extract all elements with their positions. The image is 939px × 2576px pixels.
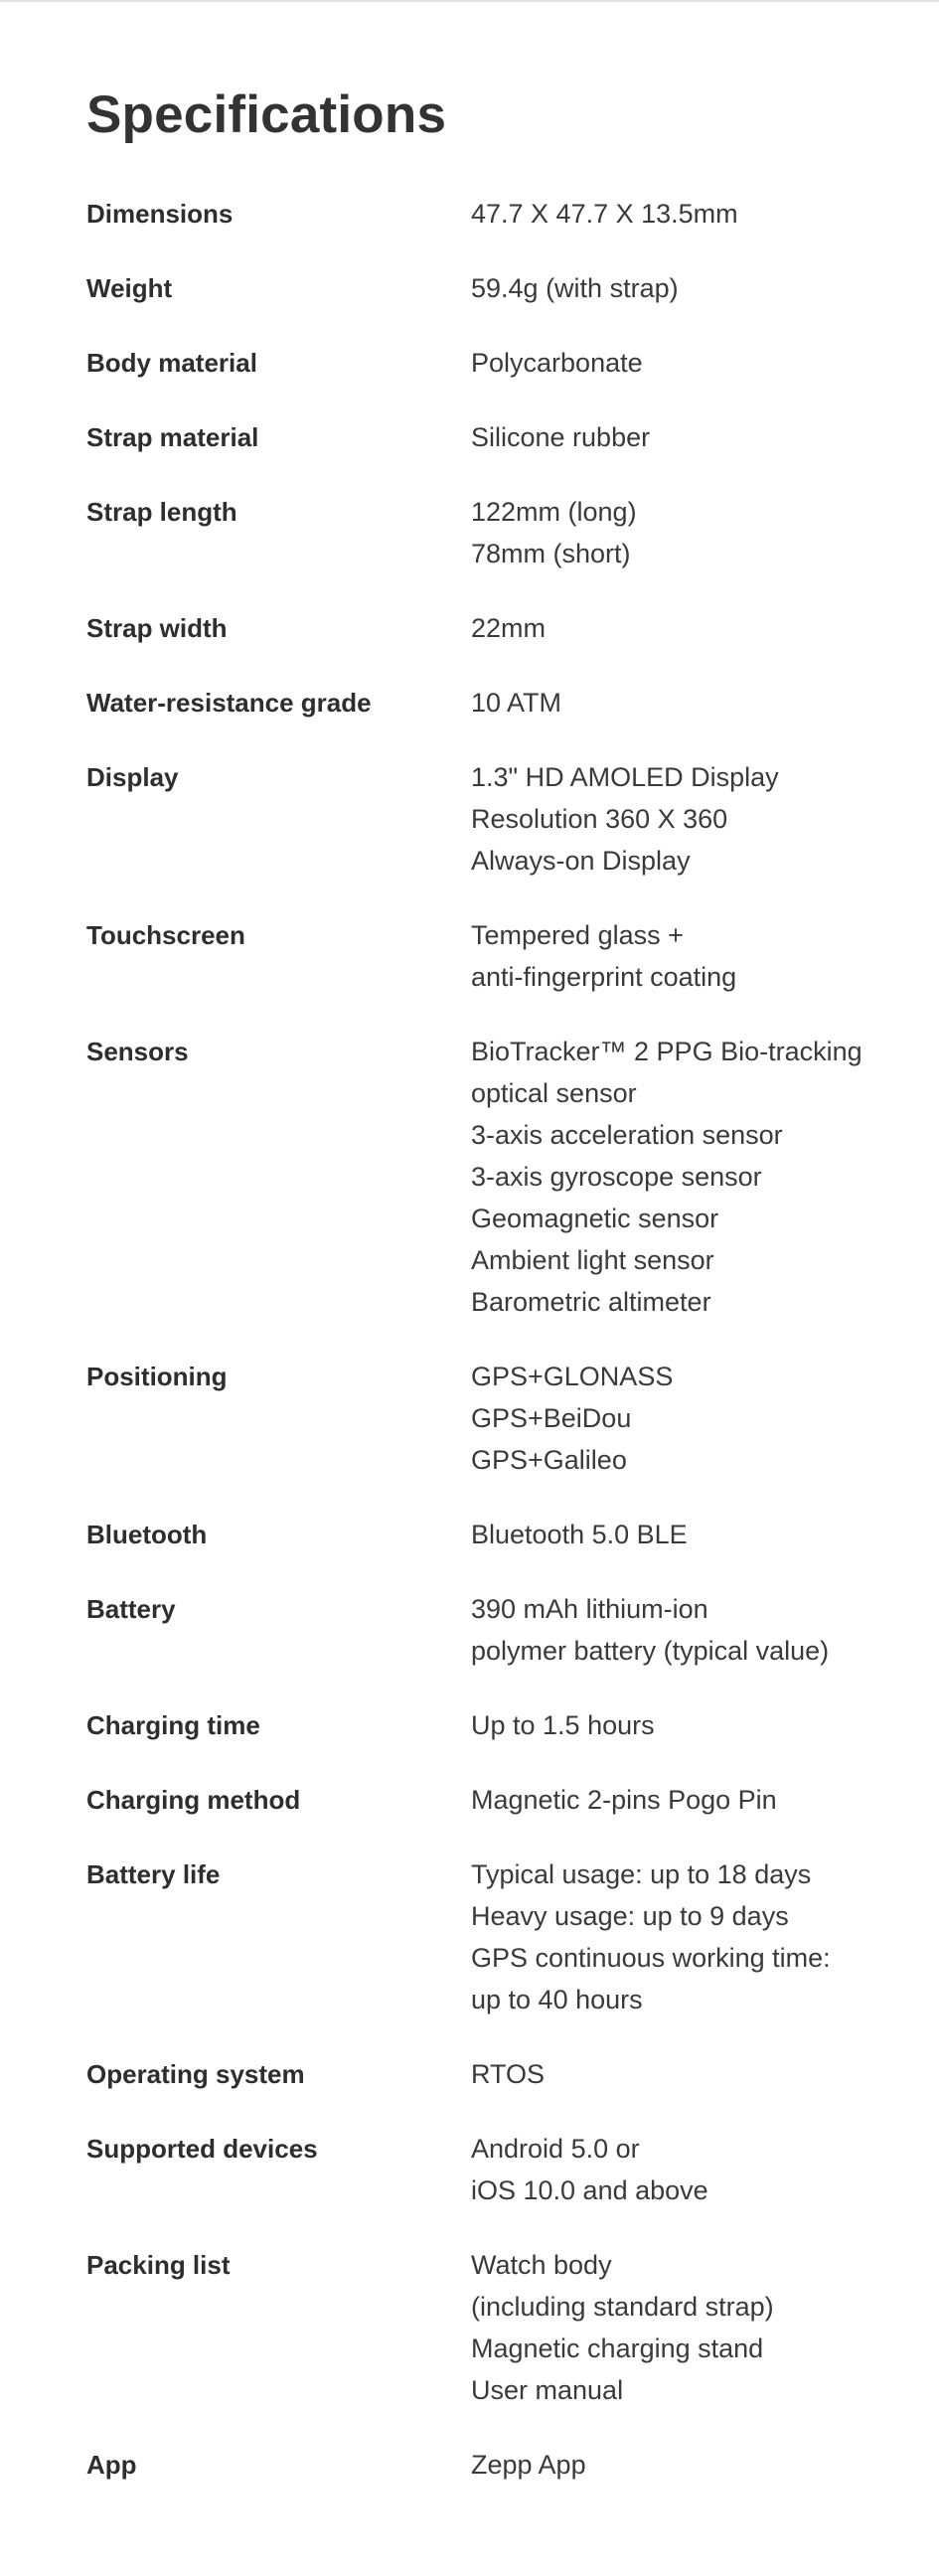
spec-value-line: Resolution 360 X 360: [471, 804, 728, 834]
spec-row: [86, 1704, 901, 1746]
top-divider: [0, 0, 939, 2]
spec-values: [471, 2444, 901, 2486]
spec-values: [471, 756, 901, 882]
spec-row: [86, 914, 901, 998]
spec-values: [471, 914, 901, 998]
spec-value-line: 78mm (short): [471, 539, 631, 568]
spec-value-line: Zepp App: [471, 2450, 586, 2480]
spec-label: Strap material: [86, 422, 259, 452]
spec-value-line: Typical usage: up to 18 days: [471, 1859, 812, 1889]
spec-value-line: Barometric altimeter: [471, 1287, 711, 1317]
spec-row: [86, 2444, 901, 2486]
spec-value-line: optical sensor: [471, 1078, 637, 1108]
spec-row: [86, 1514, 901, 1555]
spec-row: [86, 1031, 901, 1323]
spec-value-line: Polycarbonate: [471, 348, 643, 378]
spec-value-line: User manual: [471, 2375, 624, 2405]
spec-label: Charging method: [86, 1785, 301, 1815]
specifications-section: [86, 78, 901, 2518]
page-title: Specifications: [86, 85, 447, 144]
spec-value-line: 59.4g (with strap): [471, 273, 679, 303]
spec-values: [471, 1853, 901, 2020]
spec-row: [86, 491, 901, 574]
spec-label: Water-resistance grade: [86, 688, 372, 718]
spec-value-line: BioTracker™ 2 PPG Bio-tracking: [471, 1037, 862, 1066]
spec-value-line: 22mm: [471, 613, 547, 643]
spec-value-line: Watch body: [471, 2250, 612, 2280]
spec-value-line: Ambient light sensor: [471, 1245, 714, 1275]
spec-label: App: [86, 2450, 137, 2480]
spec-label: Battery life: [86, 1859, 221, 1889]
spec-value-line: GPS+Galileo: [471, 1445, 627, 1475]
spec-label: Positioning: [86, 1362, 228, 1391]
spec-label: Sensors: [86, 1037, 189, 1066]
spec-value-line: Android 5.0 or: [471, 2134, 640, 2164]
spec-value-line: 3-axis gyroscope sensor: [471, 1162, 762, 1192]
spec-values: [471, 1356, 901, 1481]
spec-values: [471, 342, 901, 384]
spec-label: Packing list: [86, 2250, 231, 2280]
spec-values: [471, 1588, 901, 1672]
spec-values: [471, 193, 901, 235]
spec-label: Dimensions: [86, 199, 234, 229]
spec-value-line: (including standard strap): [471, 2292, 774, 2322]
spec-label: Strap width: [86, 613, 228, 643]
spec-label: Strap length: [86, 497, 237, 527]
spec-row: [86, 2244, 901, 2411]
spec-value-line: GPS continuous working time:: [471, 1943, 831, 1973]
spec-values: [471, 2244, 901, 2411]
spec-value-line: Tempered glass +: [471, 920, 684, 950]
spec-value-line: up to 40 hours: [471, 1985, 643, 2014]
spec-label: Bluetooth: [86, 1520, 208, 1549]
spec-value-line: polymer battery (typical value): [471, 1636, 830, 1666]
spec-value-line: GPS+BeiDou: [471, 1403, 632, 1433]
spec-values: [471, 1031, 901, 1323]
spec-row: [86, 1779, 901, 1821]
spec-label: Body material: [86, 348, 257, 378]
spec-values: [471, 416, 901, 458]
spec-values: [471, 267, 901, 309]
spec-value-line: anti-fingerprint coating: [471, 962, 737, 992]
spec-row: [86, 756, 901, 882]
spec-values: [471, 607, 901, 649]
spec-row: [86, 682, 901, 724]
spec-label: Touchscreen: [86, 920, 245, 950]
spec-value-line: RTOS: [471, 2059, 546, 2089]
spec-label: Operating system: [86, 2059, 305, 2089]
spec-values: [471, 1704, 901, 1746]
spec-row: [86, 193, 901, 235]
spec-value-line: Bluetooth 5.0 BLE: [471, 1520, 688, 1549]
spec-value-line: Up to 1.5 hours: [471, 1710, 655, 1740]
spec-values: [471, 682, 901, 724]
spec-row: [86, 2053, 901, 2095]
spec-value-line: Magnetic 2-pins Pogo Pin: [471, 1785, 777, 1815]
spec-value-line: Always-on Display: [471, 846, 691, 876]
spec-values: [471, 2053, 901, 2095]
spec-values: [471, 1514, 901, 1555]
spec-row: [86, 267, 901, 309]
spec-value-line: Heavy usage: up to 9 days: [471, 1901, 789, 1931]
spec-value-line: GPS+GLONASS: [471, 1362, 674, 1391]
spec-label: Weight: [86, 273, 173, 303]
spec-row: [86, 342, 901, 384]
spec-value-line: Magnetic charging stand: [471, 2334, 764, 2363]
spec-row: [86, 1588, 901, 1672]
spec-row: [86, 416, 901, 458]
spec-value-line: 10 ATM: [471, 688, 562, 718]
spec-row: [86, 1356, 901, 1481]
spec-label: Charging time: [86, 1710, 260, 1740]
spec-list: [86, 193, 901, 2486]
spec-row: [86, 607, 901, 649]
spec-label: Battery: [86, 1594, 176, 1624]
spec-value-line: 122mm (long): [471, 497, 637, 527]
spec-value-line: 1.3" HD AMOLED Display: [471, 762, 779, 792]
spec-value-line: 3-axis acceleration sensor: [471, 1120, 783, 1150]
spec-row: [86, 2128, 901, 2211]
spec-value-line: Geomagnetic sensor: [471, 1204, 719, 1233]
spec-value-line: Silicone rubber: [471, 422, 651, 452]
spec-value-line: iOS 10.0 and above: [471, 2175, 708, 2205]
spec-values: [471, 2128, 901, 2211]
spec-row: [86, 1853, 901, 2020]
spec-values: [471, 491, 901, 574]
spec-label: Supported devices: [86, 2134, 318, 2164]
spec-value-line: 390 mAh lithium-ion: [471, 1594, 708, 1624]
spec-values: [471, 1779, 901, 1821]
spec-value-line: 47.7 X 47.7 X 13.5mm: [471, 199, 738, 229]
spec-label: Display: [86, 762, 179, 792]
